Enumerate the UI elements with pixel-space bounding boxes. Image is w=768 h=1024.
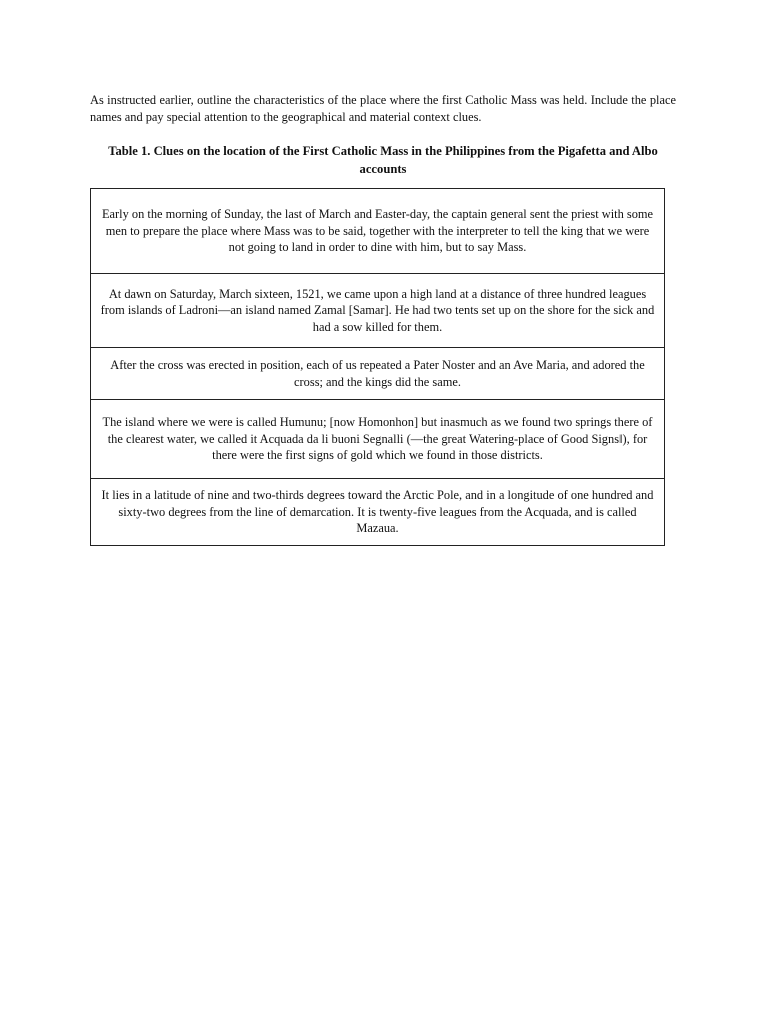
clues-table (90, 188, 665, 546)
table-row: Early on the morning of Sunday, the last of March and Easter-day, the captain general sent the priest with some men to prepare the place where Mass was to be said, together with the interpreter to tell the king that we were not going to land in order to dine with him, but to say Mass. (101, 207, 654, 255)
table-row: It lies in a latitude of nine and two-thirds degrees toward the Arctic Pole, and in a longitude of one hundred and sixty-two degrees from the line of demarcation. It is twenty-five leagues from the Acquada, and is called Mazaua. (91, 478, 664, 545)
table-row: The island where we were is called Humunu; [now Homonhon] but inasmuch as we found two springs there of the clearest water, we called it Acquada da li buoni Segnalli (―the great Watering-place of Good Signs‖), for there were the first signs of gold which we found in those districts. (91, 399, 664, 478)
document-page (90, 92, 676, 546)
instructions-paragraph: As instructed earlier, outline the characteristics of the place where the first Catholic Mass was held. Include the place names and pay special attention to the geographical and material context clues. (90, 93, 676, 124)
table-row: After the cross was erected in position, each of us repeated a Pater Noster and an Ave Maria, and adored the cross; and the kings did the same. (91, 347, 664, 399)
table-caption: Table 1. Clues on the location of the First Catholic Mass in the Philippines from the Pigafetta and Albo accounts (108, 144, 658, 176)
table-row: At dawn on Saturday, March sixteen, 1521, we came upon a high land at a distance of three hundred leagues from islands of Ladroni—an island named Zamal [Samar]. He had two tents set up on the shore for the sick and had a sow killed for them. (91, 273, 664, 347)
